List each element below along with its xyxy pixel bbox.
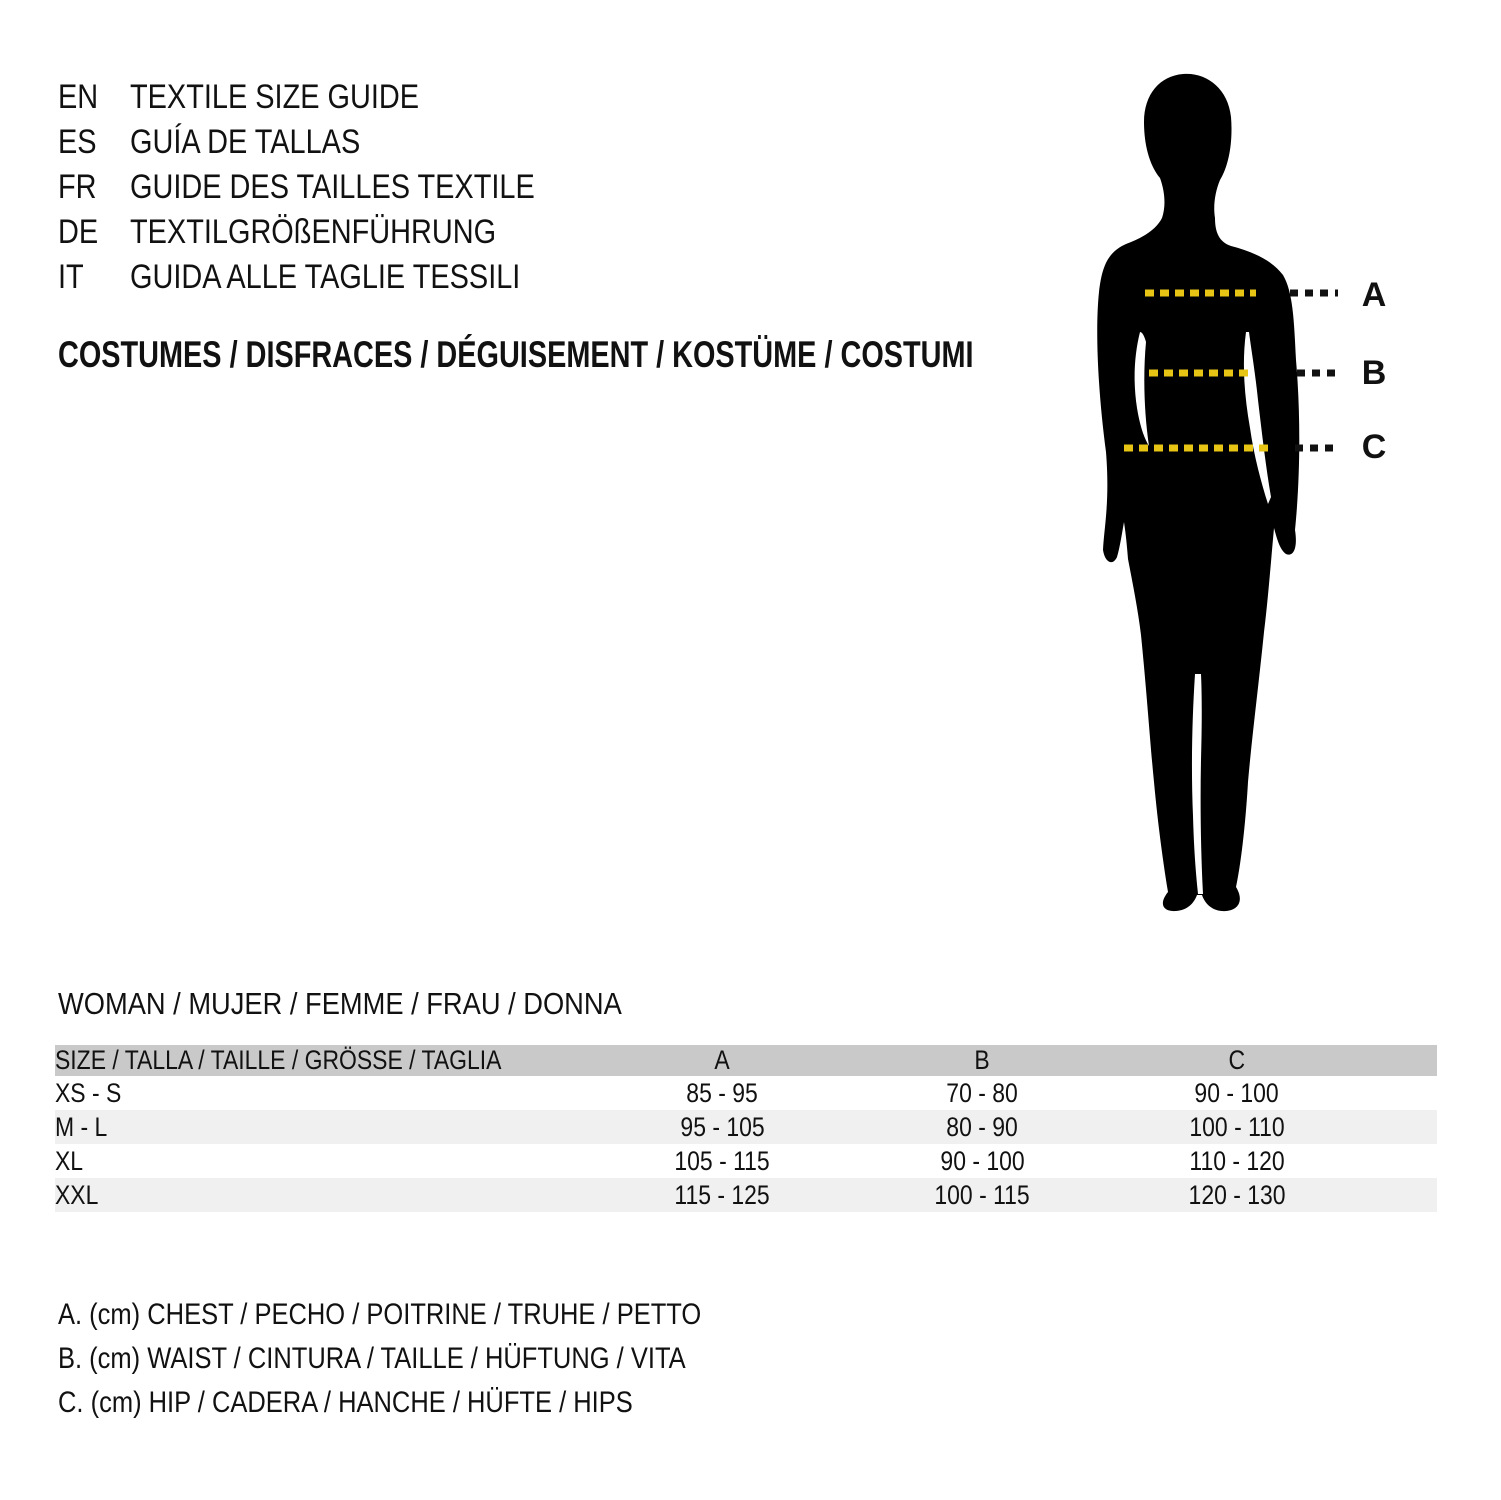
marker-label-c: C: [1361, 428, 1387, 466]
table-row-xs-s: [55, 1076, 1437, 1110]
cell-a: 95 - 105: [680, 1111, 765, 1142]
header-cell-a: A: [714, 1045, 731, 1075]
language-row-en: [58, 75, 606, 120]
table-row-m-l: [55, 1110, 1437, 1144]
cell-size: XL: [55, 1145, 84, 1176]
cell-size: XS - S: [55, 1077, 122, 1108]
language-label-fr: GUIDE DES TAILLES TEXTILE: [130, 168, 535, 206]
cell-c: 110 - 120: [1188, 1145, 1285, 1176]
language-row-it: [58, 255, 606, 300]
cell-b: 80 - 90: [946, 1111, 1019, 1142]
category-title: COSTUMES / DISFRACES / DÉGUISEMENT / KOSTÜME / COSTUMI: [58, 334, 974, 375]
language-code-en: EN: [58, 78, 99, 116]
language-label-es: GUÍA DE TALLAS: [130, 123, 361, 161]
cell-a: 115 - 125: [674, 1179, 771, 1210]
language-label-it: GUIDA ALLE TAGLIE TESSILI: [130, 258, 521, 296]
legend-line-hip: C. (cm) HIP / CADERA / HANCHE / HÜFTE / HIPS: [58, 1386, 633, 1419]
language-row-de: [58, 210, 606, 255]
measurement-legend: [58, 1293, 815, 1425]
language-label-en: TEXTILE SIZE GUIDE: [130, 78, 420, 116]
marker-label-b: B: [1361, 354, 1387, 392]
cell-c: 90 - 100: [1194, 1077, 1279, 1108]
section-title-woman: WOMAN / MUJER / FEMME / FRAU / DONNA: [58, 986, 622, 1021]
legend-line-chest: A. (cm) CHEST / PECHO / POITRINE / TRUHE / PETTO: [58, 1298, 702, 1331]
table-header-row: [55, 1045, 1437, 1076]
cell-b: 100 - 115: [934, 1179, 1030, 1210]
cell-c: 120 - 130: [1188, 1179, 1286, 1210]
table-row-xxl: [55, 1178, 1437, 1212]
cell-b: 70 - 80: [946, 1077, 1019, 1108]
language-code-de: DE: [58, 213, 99, 251]
cell-c: 100 - 110: [1188, 1111, 1285, 1142]
language-code-it: IT: [58, 258, 84, 296]
cell-size: XXL: [55, 1179, 99, 1210]
header-cell-c: C: [1228, 1045, 1245, 1075]
language-row-es: [58, 120, 606, 165]
woman-silhouette-figure: [1080, 60, 1380, 930]
header-cell-b: B: [974, 1045, 990, 1075]
language-code-es: ES: [58, 123, 97, 161]
language-list: [58, 75, 606, 300]
marker-label-a: A: [1361, 276, 1387, 314]
cell-size: M - L: [55, 1111, 108, 1142]
cell-a: 85 - 95: [686, 1077, 759, 1108]
table-row-xl: [55, 1144, 1437, 1178]
legend-line-waist: B. (cm) WAIST / CINTURA / TAILLE / HÜFTUNG / VITA: [58, 1342, 686, 1375]
size-table: [55, 1045, 1437, 1212]
language-code-fr: FR: [58, 168, 97, 206]
cell-b: 90 - 100: [940, 1145, 1025, 1176]
header-cell-size: SIZE / TALLA / TAILLE / GRÖSSE / TAGLIA: [55, 1045, 502, 1075]
measurement-figure: [1080, 60, 1387, 930]
language-label-de: TEXTILGRÖßENFÜHRUNG: [130, 213, 497, 251]
cell-a: 105 - 115: [674, 1145, 771, 1176]
language-row-fr: [58, 165, 606, 210]
